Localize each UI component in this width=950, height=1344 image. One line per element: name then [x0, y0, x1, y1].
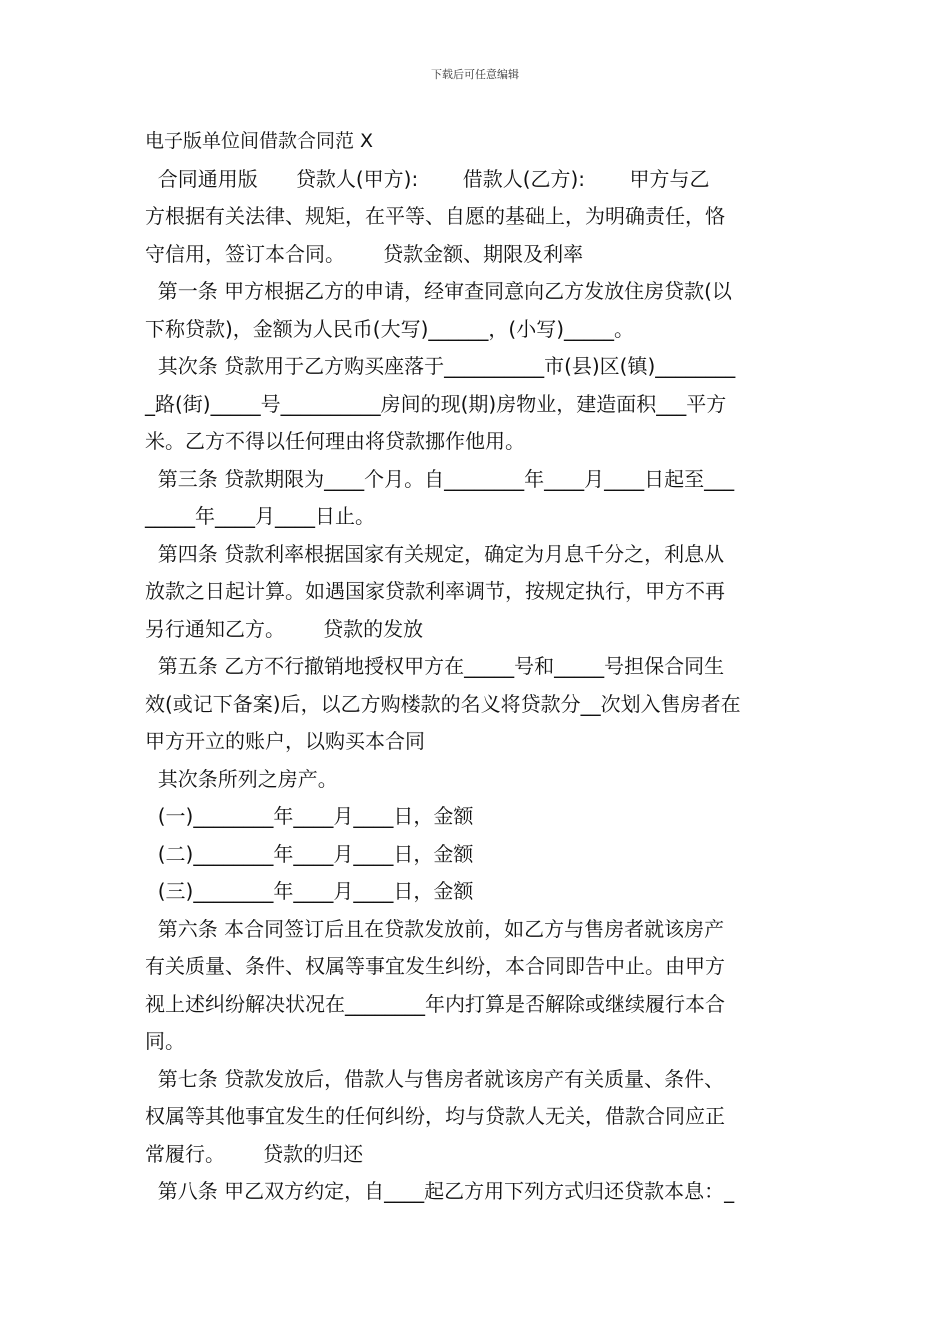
text-line: 权属等其他事宜发生的任何纠纷，均与贷款人无关，借款合同应正	[145, 1104, 725, 1128]
text-line: _路(街)_____号__________房间的现(期)房物业，建造面积___平方	[145, 391, 727, 416]
text-line: 其次条 贷款用于乙方购买座落于__________市(县)区(镇)________	[145, 354, 736, 378]
text-line: 其次条所列之房产。	[145, 766, 338, 791]
text-line: 第八条 甲乙双方约定，自____起乙方用下列方式归还贷款本息：_	[145, 1179, 735, 1203]
text-line: 同。	[145, 1029, 185, 1053]
document-title: 电子版单位间借款合同范 X	[145, 130, 374, 152]
text-line: 下称贷款)，金额为人民币(大写)______，(小写)_____。	[145, 316, 635, 341]
text-line: 第三条 贷款期限为____个月。自________年____月____日起至___	[145, 466, 735, 491]
text-line: 视上述纠纷解决状况在________年内打算是否解除或继续履行本合	[145, 991, 725, 1016]
page-header: 下载后可任意编辑	[431, 68, 519, 81]
text-line: 第五条 乙方不行撤销地授权甲方在_____号和_____号担保合同生	[145, 654, 725, 678]
document-body	[145, 123, 810, 1211]
text-line: (二)________年____月____日，金额	[145, 841, 474, 866]
text-line: 方根据有关法律、规矩，在平等、自愿的基础上，为明确责任，恪	[145, 204, 725, 228]
text-line: (一)________年____月____日，金额	[145, 804, 474, 828]
text-line: 第六条 本合同签订后且在贷款发放前，如乙方与售房者就该房产	[145, 916, 725, 941]
text-line: 第七条 贷款发放后，借款人与售房者就该房产有关质量、条件、	[145, 1066, 725, 1091]
text-line: 甲方开立的账户，以购买本合同	[145, 729, 425, 753]
text-line: 放款之日起计算。如遇国家贷款利率调节，按规定执行，甲方不再	[145, 579, 725, 603]
text-line: _____年____月____日止。	[145, 504, 375, 528]
text-line: 合同通用版 贷款人(甲方): 借款人(乙方): 甲方与乙	[145, 166, 710, 191]
text-line: 第一条 甲方根据乙方的申请，经审查同意向乙方发放住房贷款(以	[145, 279, 732, 303]
text-line: 效(或记下备案)后，以乙方购楼款的名义将贷款分__次划入售房者在	[145, 691, 741, 716]
text-line: (三)________年____月____日，金额	[145, 879, 474, 903]
text-line: 米。乙方不得以任何理由将贷款挪作他用。	[145, 429, 525, 453]
text-line: 有关质量、条件、权属等事宜发生纠纷，本合同即告中止。由甲方	[145, 954, 725, 978]
text-line: 守信用，签订本合同。 贷款金额、期限及利率	[145, 241, 584, 266]
text-line: 常履行。 贷款的归还	[145, 1141, 364, 1166]
text-line: 另行通知乙方。 贷款的发放	[145, 616, 424, 641]
text-line: 第四条 贷款利率根据国家有关规定，确定为月息千分之，利息从	[145, 541, 725, 566]
